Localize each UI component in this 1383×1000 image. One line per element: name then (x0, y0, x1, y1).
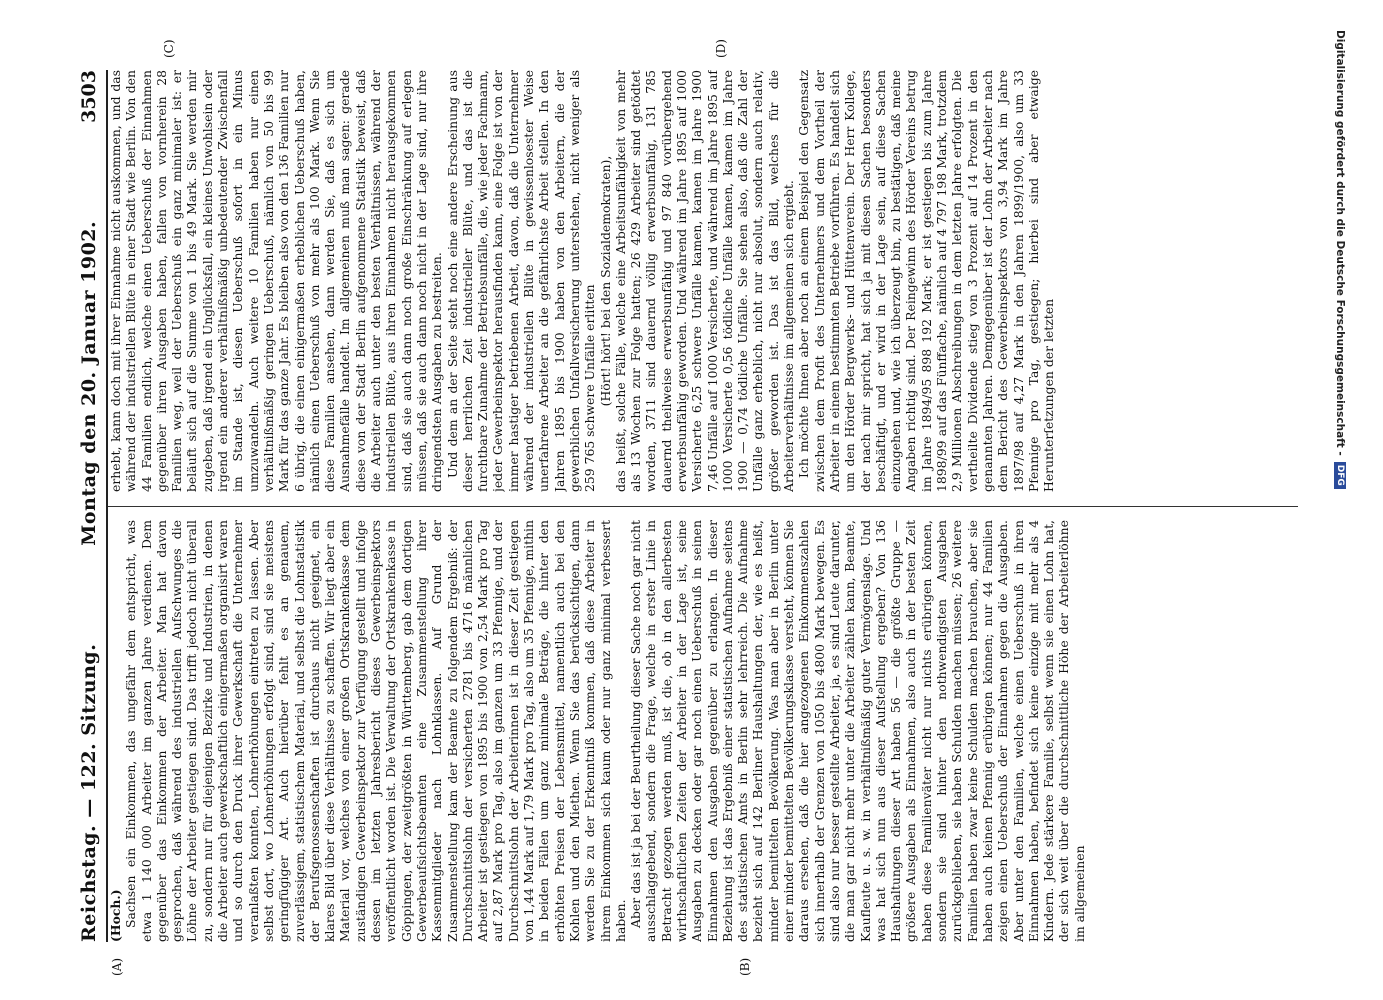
paragraph: das heißt, solche Fälle, welche eine Arbeitsunfähigkeit von mehr als 13 Wochen zur Folge hatten; 26 429 Arbeiter sind getödtet worden, 3711 sind dauernd völlig erwerbsunfähig, 131 785 dauernd theilweise erwerbsunfähig und 97 840 vorübergehend erwerbsunfähig geworden. Und während im Jahre 1895 auf 1000 Versicherte 6,25 schwere Unfälle kamen, kamen im Jahre 1900 7,46 Unfälle auf 1000 Versicherte, und während im Jahre 1895 auf 1000 Versicherte 0,56 tödliche Unfälle kamen, kamen im Jahre 1900 — 0,74 tödliche Unfälle. Sie sehen also, daß die Zahl der Unfälle ganz erheblich, nicht nur absolut, sondern auch relativ, größer geworden ist. Das ist das Bild, welches für die Arbeiterverhältnisse im allgemeinen sich ergiebt. (612, 70, 797, 492)
margin-mark-c: (C) (162, 39, 176, 58)
margin-mark-b: (B) (738, 957, 752, 976)
digitization-text: Digitalisierung gefördert durch die Deutsche Forschungsgemeinschaft - (1334, 30, 1346, 456)
paragraph: Aber das ist ja bei der Beurtheilung dieser Sache noch gar nicht ausschlaggebend, sondern die Frage, welche in erster Linie in Betracht gezogen werden muß, ist die, ob in den allerbesten wirthschaftlichen Zeiten der Arbeiter in der Lage ist, seine Ausgaben zu decken oder gar noch einen Ueberschuß in seinen Einnahmen den Ausgaben gegenüber zu erlangen. In dieser Beziehung ist das Ergebniß einer statistischen Aufnahme seitens des statistischen Amts in Berlin sehr lehrreich. Die Aufnahme bezieht sich auf 142 Berliner Haushaltungen der, wie es heißt, minder bemittelten Bevölkerung. Was man aber in Berlin unter einer minder bemittelten Bevölkerungsklasse versteht, können Sie daraus ersehen, daß die hier angezogenen Einkommenszahlen sich innerhalb der Grenzen von 1050 bis 4800 Mark bewegen. Es sind also nur besser gestellte Arbeiter, ja, es sind Leute darunter, die man gar nicht mehr unter die Arbeiter zählen kann, Beamte, Kaufleute u. s. w. in verhältnißmäßig guter Vermögenslage. Und was hat sich nun aus dieser Aufstellung ergeben? Von 136 Haushaltungen dieser Art haben 56 — die größte Gruppe — größere Ausgaben als Einnahmen, also auch in der besten Zeit haben diese Familienväter nicht nur nichts erübrigen können, sondern sie sind hinter den nothwendigsten Ausgaben zurückgeblieben, sie haben Schulden machen müssen; 26 weitere Familien haben zwar keine Schulden machen brauchen, aber sie haben auch keinen Pfennig erübrigen können; nur 44 Familien zeigen einen Ueberschuß der Einnahmen gegen die Ausgaben. Aber unter den Familien, welche einen Ueberschuß in ihren Einnahmen haben, befindet sich keine einzige mit mehr als 4 Kindern. Jede stärkere Familie, selbst wenn sie einen Lohn hat, der sich weit über die durchschnittliche Höhe der Arbeiterlöhne im allgemeinen (628, 520, 1087, 942)
page-number: 3503 (78, 70, 100, 123)
paragraph: erhebt, kann doch mit ihrer Einnahme nicht auskommen, und das während der industriellen Blüte in einer Stadt wie Berlin. Von den 44 Familien endlich, welche einen Ueberschuß der Einnahmen gegenüber ihren Ausgaben haben, fallen von vornherein 28 Familien weg, weil der Ueberschuß ein ganz minimaler ist: er beläuft sich auf die Summe von 1 bis 49 Mark. Sie werden mir zugeben, daß irgend ein Unglücksfall, ein kleines Unwohlsein oder irgend ein anderer verhältnißmäßig unbedeutender Zwischenfall im Stande ist, diesen Ueberschuß sofort in ein Minus umzuwandeln. Auch weitere 10 Familien haben nur einen verhältnißmäßig geringen Ueberschuß, nämlich von 50 bis 99 Mark für das ganze Jahr. Es bleiben also von den 136 Familien nur 6 übrig, die einen einigermaßen erheblichen Ueberschuß haben, nämlich einen Ueberschuß von mehr als 100 Mark. Wenn Sie diese Familien ansehen, dann werden Sie, daß es sich um Ausnahmefälle handelt. Im allgemeinen muß man sagen: gerade diese von der Stadt Berlin aufgenommene Statistik beweist, daß die Arbeiter auch unter den besten Verhältnissen, während der industriellen Blüte, aus ihren Einnahmen nicht herausgekommen sind, daß sie auch dann noch große Einschränkung auf erlegen müssen, daß sie auch dann noch nicht in der Lage sind, nur ihre dringendsten Ausgaben zu bestreiten. (108, 70, 445, 492)
paragraph: Und dem an der Seite steht noch eine andere Erscheinung aus dieser herrlichen Zeit industrieller Blüte, und das ist die furchtbare Zunahme der Betriebsunfälle, die, wie jeder Fachmann, jeder Gewerbeinspektor herausfinden kann, eine Folge ist von der immer hastiger betriebenen Arbeit, davon, daß die Unternehmer während der industriellen Blüte in gewissenlosester Weise unerfahrene Arbeiter an die gefährlichste Arbeit stellen. In den Jahren 1895 bis 1900 haben von den Arbeitern, die der gewerblichen Unfallversicherung unterstehen, nicht weniger als 259 765 schwere Unfälle erlitten (444, 70, 598, 492)
paragraph: Sachsen ein Einkommen, das ungefähr dem entspricht, was etwa 1 140 000 Arbeiter im ganzen Jahre verdienen. Dem gegenüber das Einkommen der Arbeiter. Man hat davon gesprochen, daß während des industriellen Aufschwunges die Löhne der Arbeiter gestiegen sind. Das trifft jedoch nicht überall zu, sondern nur für diejenigen Bezirke und Industrien, in denen die Arbeiter auch gewerkschaftlich einigermaßen organisirt waren und so durch den Druck ihrer Gewerkschaft die Unternehmer veranlaßten konnten, Lohnerhöhungen eintreten zu lassen. Aber selbst dort, wo Lohnerhöhungen erfolgt sind, sind sie meistens geringfügiger Art. Auch hierüber fehlt es an genauem, zuverlässigem, statistischem Material, und selbst die Lohnstatistik der Berufsgenossenschaften ist durchaus nicht geeignet, ein klares Bild über diese Verhältnisse zu schaffen. Wir liegt aber ein Material vor, welches von einer großen Ortskrankenkasse dem zuständigen Gewerbeinspektor zur Verfügung gestellt und infolge dessen im letzten Jahresbericht dieses Gewerbeinspektors veröffentlicht worden ist. Die Verwaltung der Ortskrankenkasse in Göppingen, der zweitgrößten in Württemberg, gab dem dortigen Gewerbeaufsichtsbeamten eine Zusammenstellung ihrer Kassenmitglieder nach Lohnklassen. Auf Grund der Zusammenstellung kam der Beamte zu folgendem Ergebniß: der Durchschnittslohn der versicherten 2781 bis 4716 männlichen Arbeiter ist gestiegen von 1895 bis 1900 von 2,54 Mark pro Tag auf 2,87 Mark pro Tag, also im ganzen um 33 Pfennige, und der Durchschnittslohn der Arbeiterinnen ist in dieser Zeit gestiegen von 1,44 Mark auf 1,79 Mark pro Tag, also um 35 Pfennige, mithin in beiden Fällen um ganz minimale Beträge, die hinter den erhöhten Preisen der Lebensmittel, namentlich auch bei den Kohlen und den Miethen. Wenn Sie das berücksichtigen, dann werden Sie zu der Erkenntniß kommen, daß diese Arbeiter in ihrem Einkommen sich kaum oder nur ganz minimal verbessert haben. (123, 520, 628, 942)
interjection: (Hört! hört! bei den Sozialdemokraten), (597, 155, 613, 407)
right-column (108, 70, 1298, 492)
left-column (108, 520, 1298, 942)
column-divider (108, 506, 1298, 507)
margin-mark-d: (D) (714, 39, 728, 58)
text-columns (108, 39, 1298, 976)
digitization-note (1330, 30, 1350, 990)
paragraph: Ich möchte Ihnen aber noch an einem Beispiel den Gegensatz zwischen dem Profit des Unternehmers und dem Vortheil der Arbeiter in einem bestimmten Betriebe vorführen. Es handelt sich um den Hörder Bergwerks- und Hüttenverein. Der Herr Kollege, der nach mir spricht, hat sich ja mit diesen Sachen besonders beschäftigt, und er wird in der Lage sein, auf diese Sachen einzugehen und, wie ich überzeugt bin, zu bestätigen, daß meine Angaben richtig sind. Der Reingewinn des Hörder Vereins betrug im Jahre 1894/95 898 192 Mark; er ist gestiegen bis zum Jahre 1898/99 auf das Fünffache, nämlich auf 4 797 198 Mark, trotzdem 2,9 Millionen Abschreibungen in dem letzten Jahre erfolgten. Die vertheilte Dividende stieg von 3 Prozent auf 14 Prozent in den genannten Jahren. Demgegenüber ist der Lohn der Arbeiter nach dem Bericht des Gewerbeinspektors von 3,94 Mark im Jahre 1897/98 auf 4,27 Mark in den Jahren 1899/1900, also um 33 Pfennige pro Tag, gestiegen; hierbei sind aber etwaige Herunterſetzungen der letzten (796, 70, 1057, 492)
speaker-name: (Hoch.) (108, 889, 123, 942)
running-head (60, 70, 108, 942)
margin-mark-a: (A) (110, 957, 124, 976)
running-head-left: Reichstag. — 122. Sitzung. (78, 643, 100, 942)
page-body (60, 39, 1320, 976)
dfg-logo: DFG (1334, 462, 1346, 489)
running-head-date: Montag den 20. Januar 1902. (78, 220, 100, 546)
